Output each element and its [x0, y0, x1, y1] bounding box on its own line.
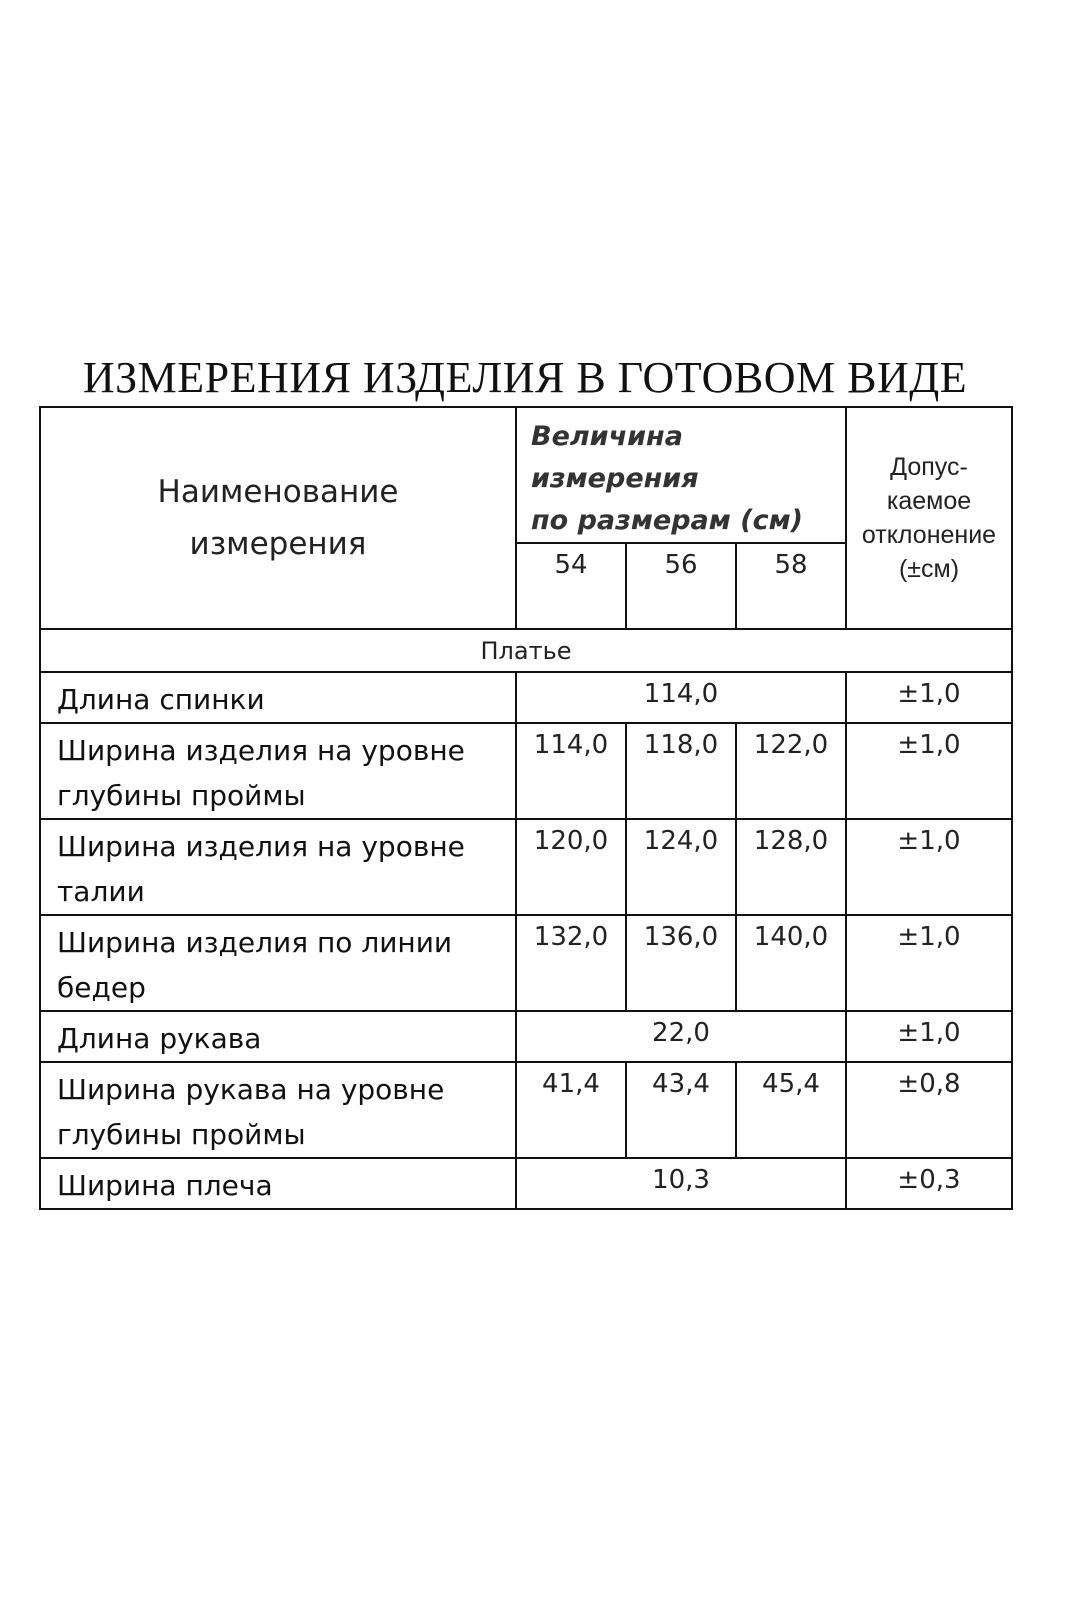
row-name-line2: талии: [57, 875, 145, 908]
row-name-line1: Длина рукава: [57, 1022, 262, 1055]
header-size-values: [516, 407, 846, 543]
row-name-line1: Ширина изделия по линии: [57, 926, 453, 959]
row-value-54: 41,4: [516, 1062, 626, 1158]
header-tol-line4: (±см): [898, 555, 960, 583]
row-name-line2: глубины проймы: [57, 779, 306, 812]
row-tolerance: ±0,8: [846, 1062, 1012, 1158]
header-tol-line1: Допус-: [890, 453, 968, 481]
header-tol-line2: каемое: [886, 487, 972, 515]
row-value-56: 124,0: [626, 819, 736, 915]
row-value-56: 136,0: [626, 915, 736, 1011]
table-row: [40, 1062, 1012, 1158]
header-row: [40, 407, 1012, 543]
size-54: 54: [516, 543, 626, 629]
row-value-merged: 10,3: [516, 1158, 846, 1209]
size-58: 58: [736, 543, 846, 629]
table-row: [40, 723, 1012, 819]
row-tolerance: ±1,0: [846, 672, 1012, 723]
section-row: [40, 629, 1012, 672]
table-row: [40, 819, 1012, 915]
row-name-line1: Ширина изделия на уровне: [57, 830, 465, 863]
row-value-58: 45,4: [736, 1062, 846, 1158]
row-value-58: 128,0: [736, 819, 846, 915]
row-name-line1: Ширина рукава на уровне: [57, 1073, 445, 1106]
page-title: ИЗМЕРЕНИЯ ИЗДЕЛИЯ В ГОТОВОМ ВИДЕ: [82, 353, 968, 402]
row-value-merged: 22,0: [516, 1011, 846, 1062]
row-tolerance: ±0,3: [846, 1158, 1012, 1209]
measurements-table: [39, 406, 1013, 1210]
header-tol-line3: отклонение: [861, 521, 997, 549]
row-name: [40, 819, 516, 915]
header-measurement-name: [40, 407, 516, 629]
row-value-54: 114,0: [516, 723, 626, 819]
row-name-line1: Ширина плеча: [57, 1169, 273, 1202]
row-name-line1: Ширина изделия на уровне: [57, 734, 465, 767]
row-name-line2: глубины проймы: [57, 1118, 306, 1151]
table-row: [40, 672, 1012, 723]
row-tolerance: ±1,0: [846, 723, 1012, 819]
row-name-line2: бедер: [57, 971, 146, 1004]
row-name: [40, 915, 516, 1011]
header-name-line1: Наименование: [157, 474, 399, 510]
header-size-line2: по размерам (см): [531, 505, 803, 536]
row-tolerance: ±1,0: [846, 915, 1012, 1011]
header-name-line2: измерения: [189, 526, 367, 562]
table-row: [40, 1158, 1012, 1209]
row-name: [40, 1062, 516, 1158]
row-value-54: 120,0: [516, 819, 626, 915]
row-value-56: 43,4: [626, 1062, 736, 1158]
row-name: [40, 723, 516, 819]
row-value-56: 118,0: [626, 723, 736, 819]
size-56: 56: [626, 543, 736, 629]
header-size-line1: Величина измерения: [531, 421, 699, 494]
row-value-54: 132,0: [516, 915, 626, 1011]
row-value-merged: 114,0: [516, 672, 846, 723]
row-name: [40, 1011, 516, 1062]
table-row: [40, 915, 1012, 1011]
header-tolerance: [846, 407, 1012, 629]
row-tolerance: ±1,0: [846, 1011, 1012, 1062]
row-name: [40, 1158, 516, 1209]
row-name: [40, 672, 516, 723]
section-label: Платье: [40, 629, 1012, 672]
table-row: [40, 1011, 1012, 1062]
row-value-58: 122,0: [736, 723, 846, 819]
row-name-line1: Длина спинки: [57, 683, 265, 716]
row-value-58: 140,0: [736, 915, 846, 1011]
row-tolerance: ±1,0: [846, 819, 1012, 915]
